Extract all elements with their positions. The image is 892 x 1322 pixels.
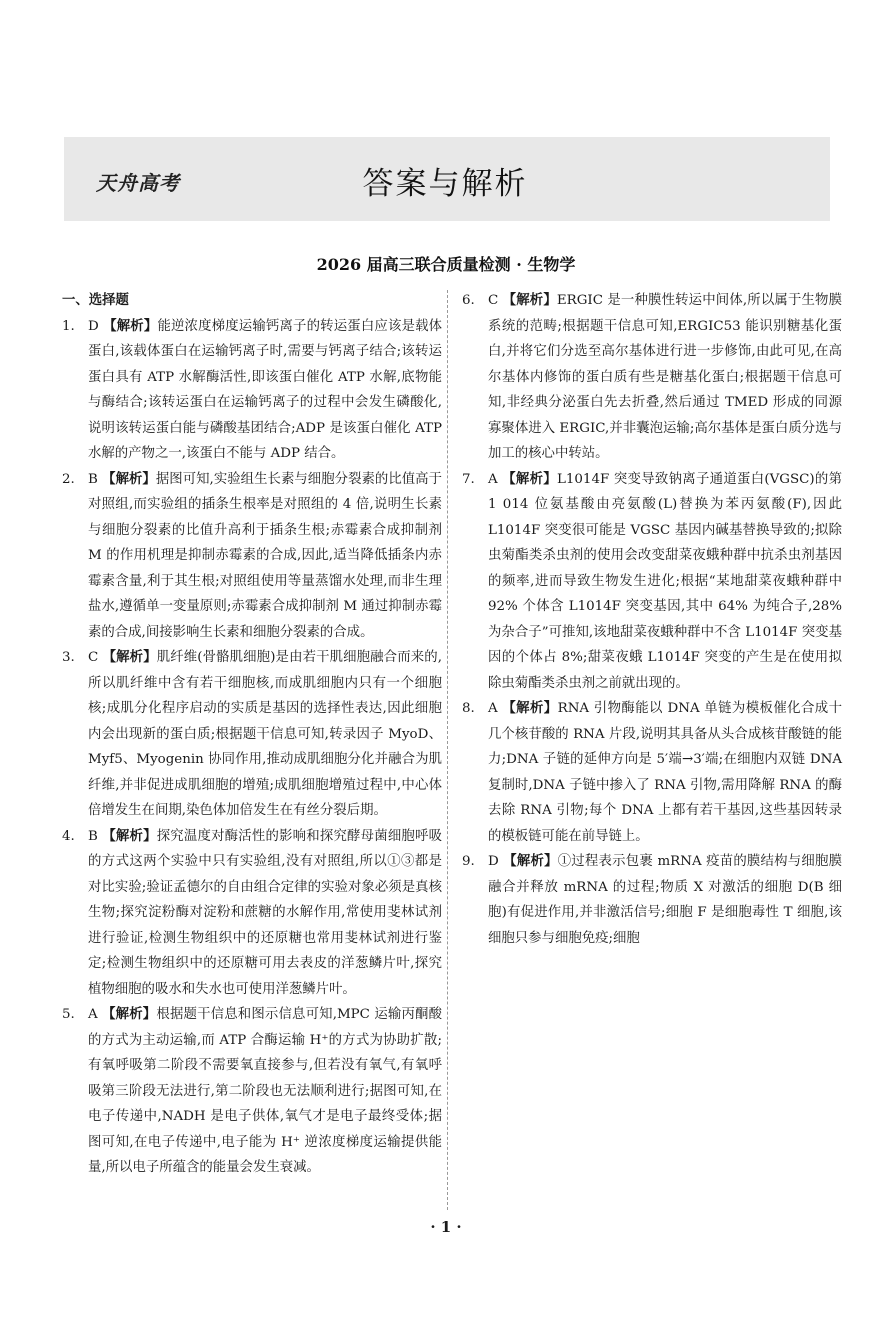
answer-item-8: 8. A 【解析】RNA 引物酶能以 DNA 单链为模板催化合成十几个核苷酸的 RNA 片段,说明其具备从头合成核苷酸链的能力;DNA 子链的延伸方向是 5′端→3′端;在细胞内双链 DNA 复制时,DNA 子链中掺入了 RNA 引物,需用降解 RNA 的酶去除 RNA 引物;每个 DNA 上都有若干基因,这些基因转录的模板链可能在前导链上。 [462, 700, 842, 844]
logo: 天舟高考 [96, 171, 180, 195]
answer-item-5: 5. A 【解析】根据题干信息和图示信息可知,MPC 运输丙酮酸的方式为主动运输,而 ATP 合酶运输 H⁺的方式为协助扩散;有氧呼吸第二阶段不需要氧直接参与,但若没有氧气,有氧呼吸第三阶段无法进行,第二阶段也无法顺利进行;据图可知,在电子传递中,NADH 是电子供体,氧气才是电子最终受体;据图可知,在电子传递中,电子能为 H⁺ 逆浓度梯度运输提供能量,所以电子所蕴含的能量会发生衰减。 [62, 1006, 443, 1175]
right-column [462, 288, 842, 951]
answer-item-3: 3. C 【解析】肌纤维(骨骼肌细胞)是由若干肌细胞融合而来的,所以肌纤维中含有若干细胞核,而成肌细胞内只有一个细胞核;成肌分化程序启动的实质是基因的选择性表达,因此细胞内会出现新的蛋白质;根据题干信息可知,转录因子 MyoD、Myf5、Myogenin 协同作用,推动成肌细胞分化并融合为肌纤维,并非促进成肌细胞的增殖;成肌细胞增殖过程中,中心体倍增发生在间期,染色体加倍发生在有丝分裂后期。 [62, 649, 442, 818]
document-title: 2026 届高三联合质量检测 · 生物学 [316, 255, 576, 274]
answer-item-1: 1. D 【解析】能逆浓度梯度运输钙离子的转运蛋白应该是载体蛋白,该载体蛋白在运输钙离子时,需要与钙离子结合;该转运蛋白具有 ATP 水解酶活性,即该蛋白催化 ATP 水解,底物能与酶结合;该转运蛋白在运输钙离子的过程中会发生磷酸化,说明该转运蛋白能与磷酸基团结合;ADP 是该蛋白催化 ATP 水解的产物之一,该蛋白不能与 ADP 结合。 [62, 317, 443, 461]
answer-item-2: 2. B 【解析】据图可知,实验组生长素与细胞分裂素的比值高于对照组,而实验组的插条生根率是对照组的 4 倍,说明生长素与细胞分裂素的比值升高利于插条生根;赤霉素合成抑制剂 M 的作用机理是抑制赤霉素的合成,因此,适当降低插条内赤霉素含量,利于其生根;对照组使用等量蒸馏水处理,而非生理盐水,遵循单一变量原则;赤霉素合成抑制剂 M 通过抑制赤霉素的合成,间接影响生长素和细胞分裂素的合成。 [62, 470, 442, 640]
answer-item-6: 6. C 【解析】ERGIC 是一种膜性转运中间体,所以属于生物膜系统的范畴;根据题干信息可知,ERGIC53 能识别糖基化蛋白,并将它们分选至高尔基体进行进一步修饰,由此可见,在高尔基体内修饰的蛋白质有些是糖基化蛋白;根据题干信息可知,非经典分泌蛋白先去折叠,然后通过 TMED 形成的同源寡聚体进入 ERGIC,并非囊泡运输;高尔基体是蛋白质分选与加工的核心中转站。 [462, 292, 842, 461]
section-heading: 一、选择题 [62, 293, 129, 308]
page-number: · 1 · [430, 1218, 462, 1236]
left-column [62, 288, 442, 1181]
column-divider [447, 290, 448, 1210]
answer-item-7: 7. A 【解析】L1014F 突变导致钠离子通道蛋白(VGSC)的第 1 014 位氨基酸由亮氨酸(L)替换为苯丙氨酸(F),因此 L1014F 突变很可能是 VGSC 基因内碱基替换导致的;拟除虫菊酯类杀虫剂的使用会改变甜菜夜蛾种群中抗杀虫剂基因的频率,进而导致生物发生进化;根据“某地甜菜夜蛾种群中 92% 个体含 L1014F 突变基因,其中 64% 为纯合子,28% 为杂合子”可推知,该地甜菜夜蛾种群中不含 L1014F 突变基因的个体占 8%;甜菜夜蛾 L1014F 突变的产生是在使用拟除虫菊酯类杀虫剂之前就出现的。 [462, 470, 842, 691]
answer-item-4: 4. B 【解析】探究温度对酶活性的影响和探究酵母菌细胞呼吸的方式这两个实验中只有实验组,没有对照组,所以①③都是对比实验;验证孟德尔的自由组合定律的实验对象必须是真核生物;探究淀粉酶对淀粉和蔗糖的水解作用,常使用斐林试剂进行验证,检测生物组织中的还原糖也常用斐林试剂进行鉴定;检测生物组织中的还原糖可用去表皮的洋葱鳞片叶,探究植物细胞的吸水和失水也可使用洋葱鳞片叶。 [62, 827, 443, 997]
banner-title: 答案与解析 [362, 166, 528, 202]
answer-item-9: 9. D 【解析】①过程表示包裹 mRNA 疫苗的膜结构与细胞膜融合并释放 mRNA 的过程;物质 X 对激活的细胞 D(B 细胞)有促进作用,并非激活信号;细胞 F 是细胞毒性 T 细胞,该细胞只参与细胞免疫;细胞 [462, 853, 842, 946]
